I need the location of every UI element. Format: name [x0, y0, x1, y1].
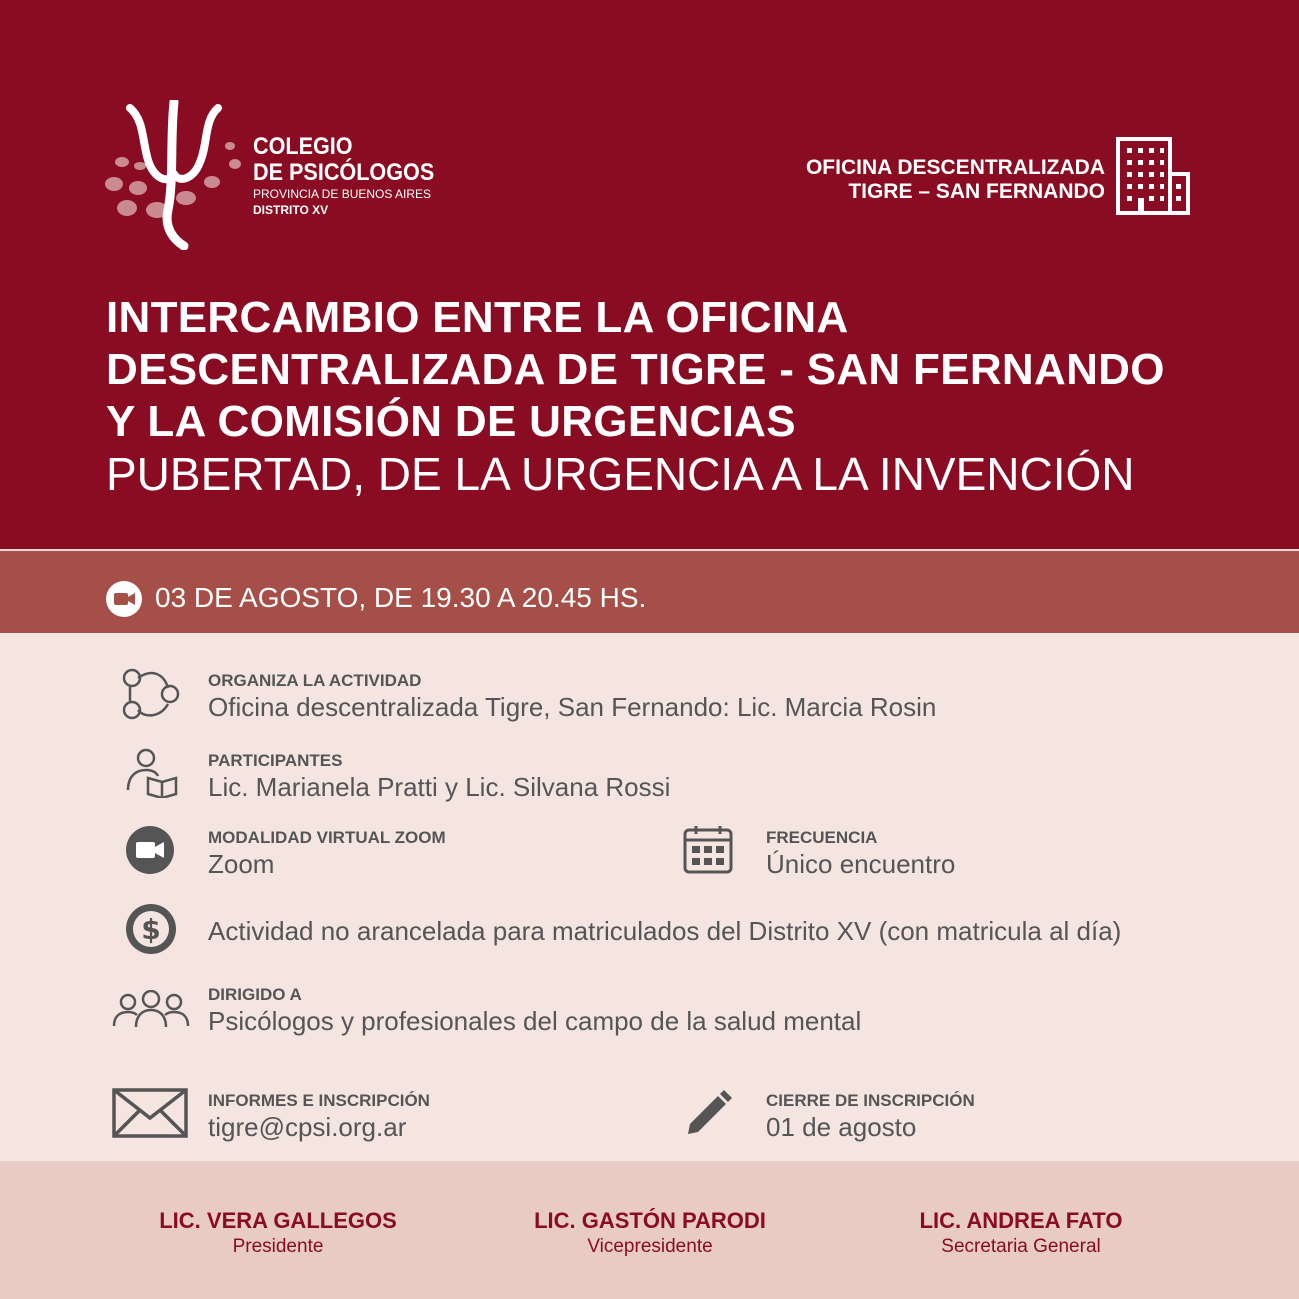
- network-icon: [118, 666, 182, 722]
- reader-icon: [124, 748, 180, 798]
- informes-label: INFORMES E INSCRIPCIÓN: [208, 1091, 430, 1110]
- arancel-value: Actividad no arancelada para matriculados del Distrito XV (con matricula al día): [208, 916, 1122, 946]
- event-date: 03 DE AGOSTO, DE 19.30 A 20.45 HS.: [155, 582, 647, 613]
- footer-name-2: LIC. GASTÓN PARODI: [534, 1208, 766, 1233]
- pencil-icon: [684, 1090, 732, 1136]
- dirigido-label: DIRIGIDO A: [208, 985, 302, 1004]
- informes-email[interactable]: tigre@cpsi.org.ar: [208, 1112, 407, 1142]
- footer-role-2: Vicepresidente: [587, 1236, 713, 1257]
- office-line2: TIGRE – SAN FERNANDO: [848, 180, 1105, 203]
- organiza-value: Oficina descentralizada Tigre, San Fernando: Lic. Marcia Rosin: [208, 692, 937, 722]
- dirigido-value: Psicólogos y profesionales del campo de la salud mental: [208, 1006, 862, 1036]
- psi-logo-icon: [100, 100, 245, 250]
- building-icon: [1115, 136, 1191, 216]
- footer-name-3: LIC. ANDREA FATO: [919, 1208, 1123, 1233]
- video-camera-icon: [106, 581, 142, 617]
- footer-name-1: LIC. VERA GALLEGOS: [159, 1208, 397, 1233]
- modalidad-label: MODALIDAD VIRTUAL ZOOM: [208, 828, 446, 847]
- participantes-label: PARTICIPANTES: [208, 751, 343, 770]
- frecuencia-value: Único encuentro: [766, 849, 956, 879]
- zoom-icon: [126, 826, 174, 874]
- calendar-icon: [682, 824, 734, 874]
- logo-name-line1: COLEGIO: [253, 133, 353, 160]
- logo-province: PROVINCIA DE BUENOS AIRES: [253, 187, 432, 201]
- headline-subtitle: PUBERTAD, DE LA URGENCIA A LA INVENCIÓN: [106, 448, 1135, 500]
- logo-district: DISTRITO XV: [253, 203, 329, 217]
- envelope-icon: [112, 1088, 188, 1138]
- dollar-icon: [125, 903, 177, 955]
- cierre-value: 01 de agosto: [766, 1112, 917, 1142]
- headline-line1: INTERCAMBIO ENTRE LA OFICINA: [106, 293, 849, 342]
- modalidad-value: Zoom: [208, 849, 275, 879]
- participantes-value: Lic. Marianela Pratti y Lic. Silvana Rossi: [208, 772, 671, 802]
- headline-line2: DESCENTRALIZADA DE TIGRE - SAN FERNANDO: [106, 345, 1165, 394]
- headline-line3: Y LA COMISIÓN DE URGENCIAS: [106, 397, 796, 446]
- svg-text:$: $: [141, 913, 161, 946]
- group-icon: [110, 990, 192, 1030]
- logo-name-line2: DE PSICÓLOGOS: [253, 159, 435, 186]
- footer-role-3: Secretaria General: [941, 1236, 1101, 1257]
- cierre-label: CIERRE DE INSCRIPCIÓN: [766, 1091, 975, 1110]
- frecuencia-label: FRECUENCIA: [766, 828, 878, 847]
- organiza-label: ORGANIZA LA ACTIVIDAD: [208, 671, 422, 690]
- footer-role-1: Presidente: [232, 1236, 324, 1257]
- office-line1: OFICINA DESCENTRALIZADA: [805, 156, 1105, 179]
